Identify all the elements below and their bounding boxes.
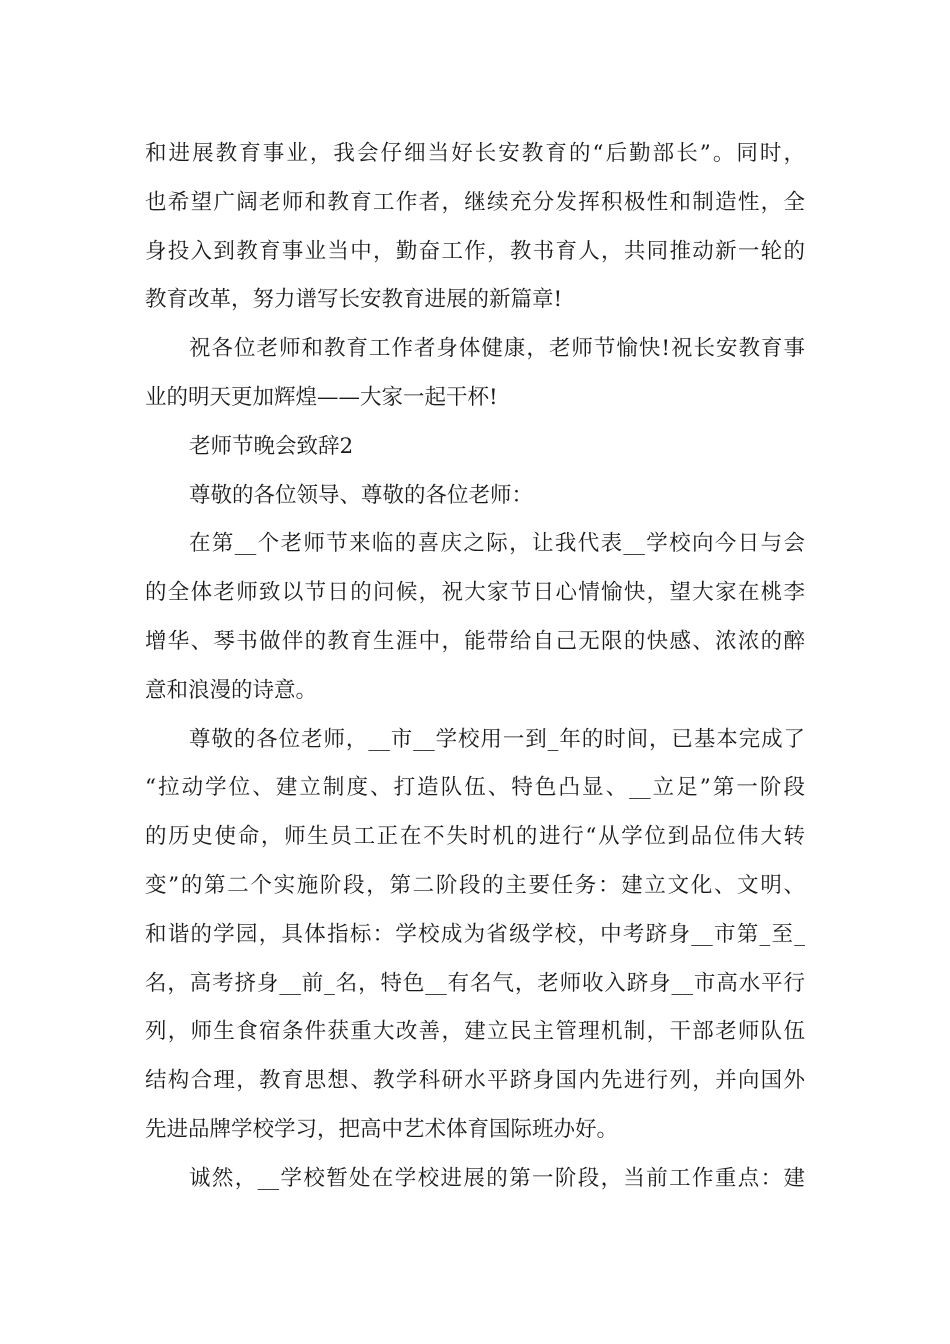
text-line: 变”的第二个实施阶段，第二阶段的主要任务：建立文化、文明、: [145, 872, 805, 898]
text-line: 增华、琴书做伴的教育生涯中，能带给自己无限的快感、浓浓的醉: [145, 628, 805, 654]
text-line: 意和浪漫的诗意。: [145, 677, 318, 703]
text-line: “拉动学位、建立制度、打造队伍、特色凸显、__立足”第一阶段: [145, 775, 805, 801]
text-line: 和谐的学园，具体指标：学校成为省级学校，中考跻身__市第_至_: [145, 921, 805, 947]
text-line: 尊敬的各位领导、尊敬的各位老师：: [189, 482, 534, 508]
text-line: 业的明天更加辉煌——大家一起干杯!: [145, 384, 498, 410]
text-line: 的历史使命，师生员工正在不失时机的进行“从学位到品位伟大转: [145, 824, 805, 850]
text-line: 名，高考挤身__前_名，特色__有名气，老师收入跻身__市高水平行: [145, 970, 805, 996]
text-line: 尊敬的各位老师，__市__学校用一到_年的时间，已基本完成了: [189, 726, 805, 752]
text-line: 诚然，__学校暂处在学校进展的第一阶段，当前工作重点：建: [189, 1165, 805, 1191]
text-line: 也希望广阔老师和教育工作者，继续充分发挥积极性和制造性，全: [145, 189, 805, 215]
text-line: 和进展教育事业，我会仔细当好长安教育的“后勤部长”。同时，: [145, 141, 805, 166]
text-line: 列，师生食宿条件获重大改善，建立民主管理机制，干部老师队伍: [145, 1019, 805, 1045]
text-line: 的全体老师致以节日的问候，祝大家节日心情愉快，望大家在桃李: [145, 580, 805, 606]
text-line: 身投入到教育事业当中，勤奋工作，教书育人，共同推动新一轮的: [145, 238, 805, 264]
text-line: 老师节晚会致辞2: [189, 433, 354, 459]
text-line: 在第__个老师节来临的喜庆之际，让我代表__学校向今日与会: [189, 531, 805, 557]
text-line: 教育改革，努力谱写长安教育进展的新篇章!: [145, 287, 563, 313]
text-line: 先进品牌学校学习，把高中艺术体育国际班办好。: [145, 1116, 619, 1142]
text-line: 结构合理，教育思想、教学科研水平跻身国内先进行列，并向国外: [145, 1068, 805, 1094]
text-line: 祝各位老师和教育工作者身体健康，老师节愉快!祝长安教育事: [189, 336, 805, 362]
document-body: [145, 130, 805, 1204]
